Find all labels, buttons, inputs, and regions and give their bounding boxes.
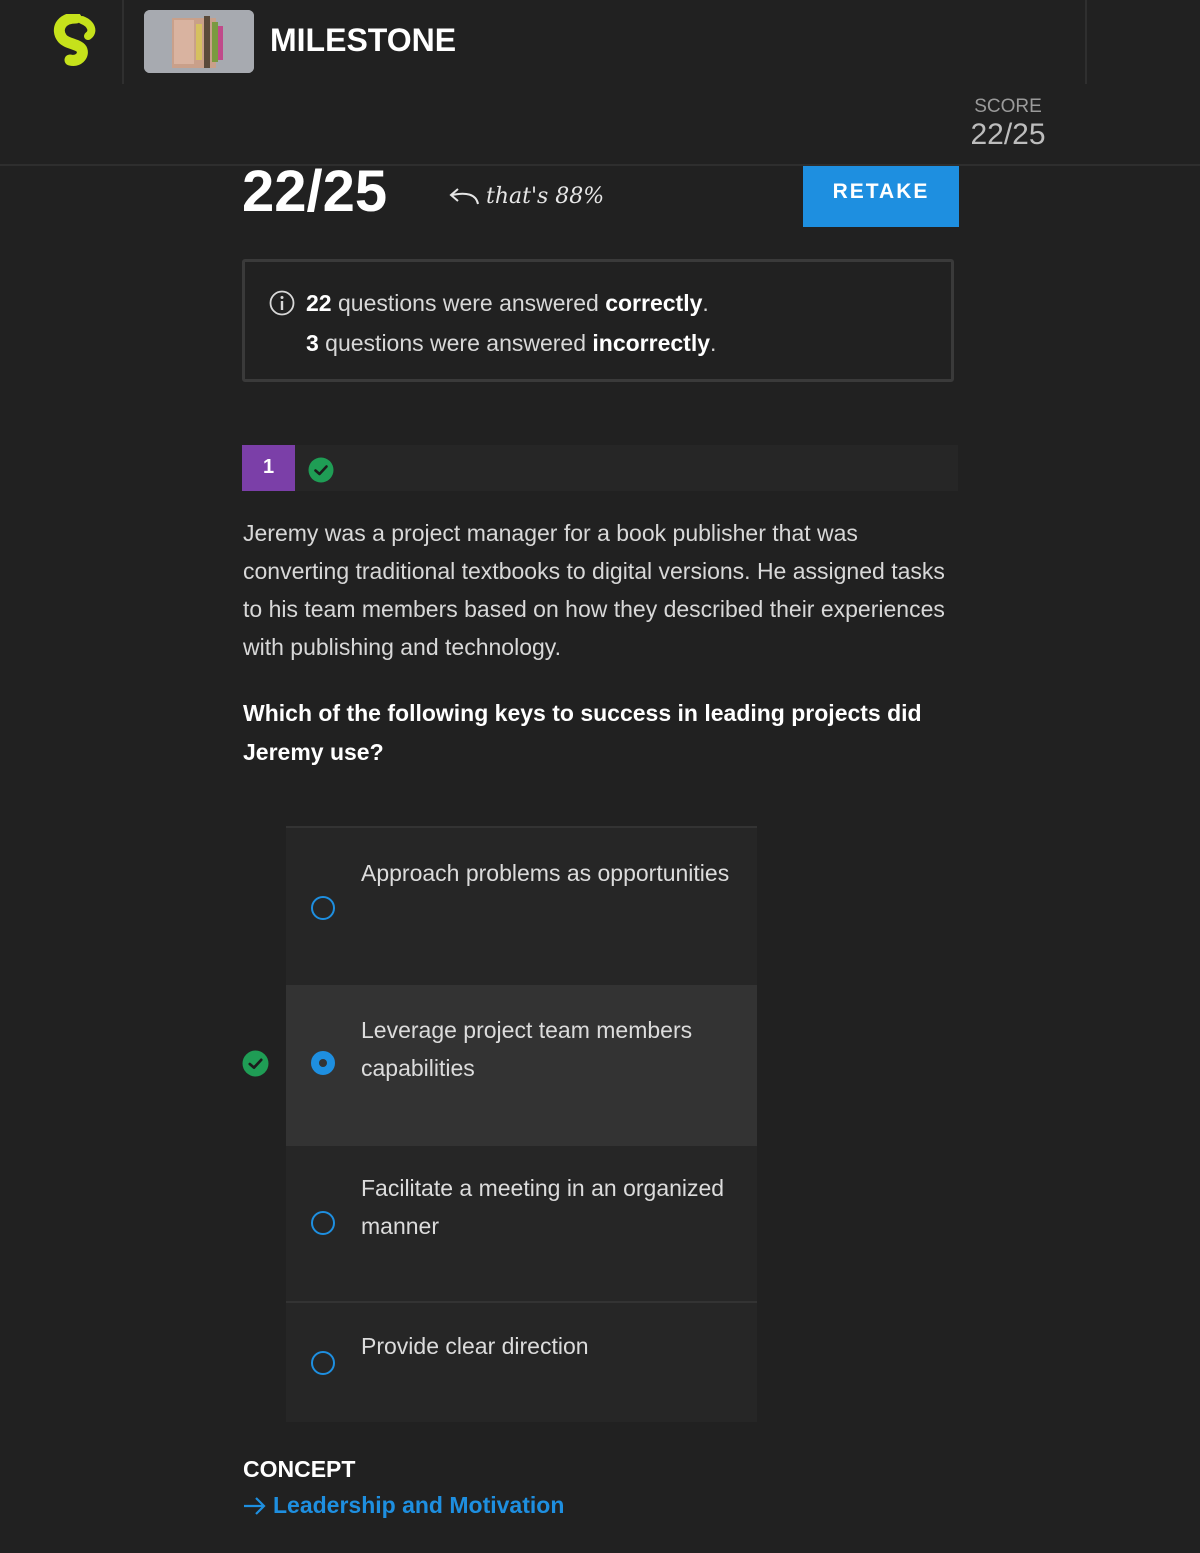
answer-option-label: Leverage project team members capabilities <box>361 1017 693 1081</box>
answer-option-label: Approach problems as opportunities <box>361 860 730 886</box>
sophia-logo-icon[interactable] <box>52 14 100 70</box>
radio-button[interactable] <box>311 896 335 920</box>
question-number-badge: 1 <box>242 445 295 491</box>
score-percentage-text: that's 88% <box>486 184 605 209</box>
answer-option[interactable] <box>286 1301 757 1422</box>
info-icon <box>269 290 295 316</box>
correct-answer-check-icon <box>242 1050 269 1077</box>
score-annotation <box>448 184 604 209</box>
question-prompt: Which of the following keys to success in leading projects did Jeremy use? <box>243 700 922 765</box>
header-divider-right <box>1085 0 1087 84</box>
app-title: MILESTONE <box>270 22 457 58</box>
course-thumbnail <box>144 10 254 73</box>
answer-option-label: Facilitate a meeting in an organized manner <box>361 1175 725 1239</box>
radio-button[interactable] <box>311 1211 335 1235</box>
correct-summary: 22 questions were answered correctly. <box>306 290 709 316</box>
question-text: Jeremy was a project manager for a book publisher that was converting traditional textbooks to digital versions. He assigned tasks to his team members based on how they described their experiences with publishing and technology. <box>243 520 945 660</box>
concept-label: CONCEPT <box>243 1456 356 1482</box>
incorrect-summary: 3 questions were answered incorrectly. <box>306 330 717 356</box>
concept-link[interactable] <box>243 1492 564 1519</box>
score-value: 22/25 <box>970 118 1046 151</box>
header-divider <box>122 0 124 84</box>
correct-check-icon <box>308 457 334 483</box>
radio-button[interactable] <box>311 1351 335 1375</box>
concept-link-text[interactable]: Leadership and Motivation <box>273 1492 565 1518</box>
results-summary <box>242 259 954 382</box>
curved-arrow-icon <box>448 186 480 208</box>
score-label: SCORE <box>974 96 1042 117</box>
answer-option[interactable] <box>286 826 757 985</box>
question-header-bar <box>242 445 958 491</box>
arrow-right-icon <box>243 1496 267 1516</box>
radio-button-selected[interactable] <box>311 1051 335 1075</box>
answer-options <box>286 826 757 1422</box>
answer-option[interactable] <box>286 1144 757 1301</box>
answer-option-label: Provide clear direction <box>361 1333 589 1359</box>
answer-option-selected[interactable] <box>286 985 757 1144</box>
big-score: 22/25 <box>242 159 388 224</box>
top-bar <box>0 0 1200 166</box>
retake-button[interactable]: RETAKE <box>803 166 959 227</box>
